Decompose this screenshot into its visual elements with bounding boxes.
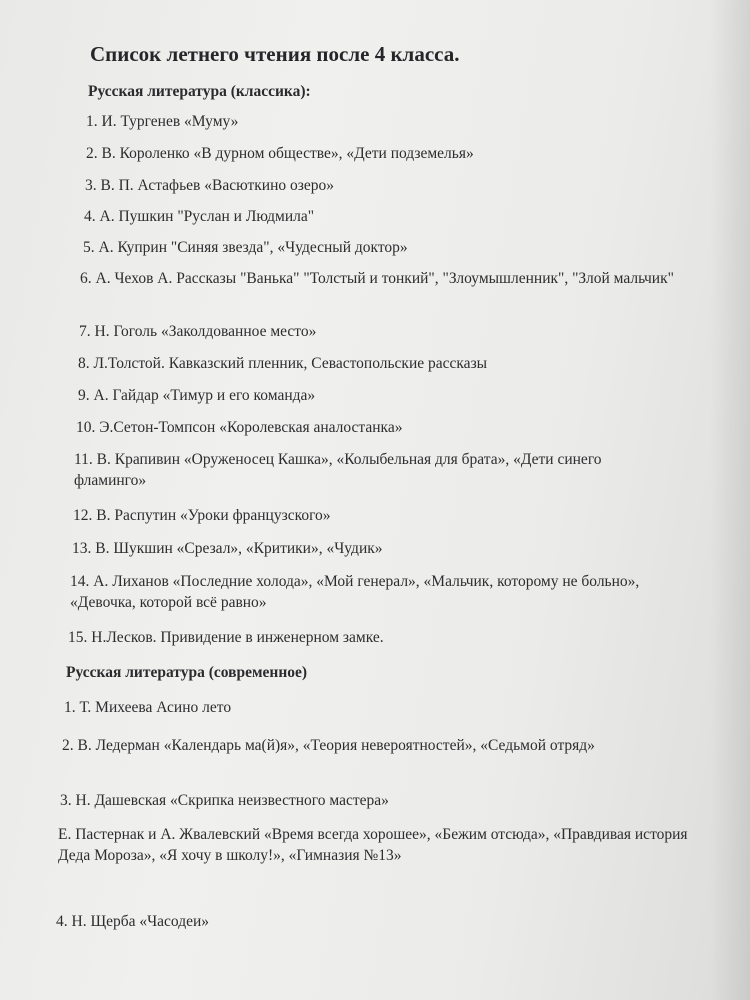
list-item: 4. Н. Щерба «Часодеи» xyxy=(56,913,210,930)
list-item: 3. Н. Дашевская «Скрипка неизвестного мастера» xyxy=(60,792,389,809)
list-item: 3. В. П. Астафьев «Васюткино озеро» xyxy=(85,177,334,194)
list-item: 1. И. Тургенев «Муму» xyxy=(86,113,239,130)
list-item: Е. Пастернак и А. Жвалевский «Время всегда хорошее», «Бежим отсюда», «Правдивая история Деда Мороза», «Я хочу в школу!», «Гимназия №13» xyxy=(58,826,688,864)
list-item: 11. В. Крапивин «Оруженосец Кашка», «Колыбельная для брата», «Дети синего фламинго» xyxy=(74,451,602,489)
list-item: 10. Э.Сетон-Томпсон «Королевская аналостанка» xyxy=(76,419,403,436)
list-item: 14. А. Лиханов «Последние холода», «Мой генерал», «Мальчик, которому не больно», «Девочка, которой всё равно» xyxy=(70,573,640,611)
list-item: 5. А. Куприн "Синяя звезда", «Чудесный доктор» xyxy=(83,239,408,256)
list-item: 7. Н. Гоголь «Заколдованное место» xyxy=(79,323,317,340)
page-title: Список летнего чтения после 4 класса. xyxy=(90,42,460,66)
list-item: 8. Л.Толстой. Кавказский пленник, Севастопольские рассказы xyxy=(78,355,488,372)
list-item: 2. В. Короленко «В дурном обществе», «Дети подземелья» xyxy=(86,145,474,162)
section-heading-modern: Русская литература (современное) xyxy=(66,664,308,681)
list-item: 1. Т. Михеева Асино лето xyxy=(64,699,232,716)
section-heading-classic: Русская литература (классика): xyxy=(88,83,311,100)
list-item: 15. Н.Лесков. Привидение в инженерном замке. xyxy=(68,629,384,646)
list-item: 6. А. Чехов А. Рассказы "Ванька" "Толстый и тонкий", "Злоумышленник", "Злой мальчик" xyxy=(80,270,674,287)
list-item: 13. В. Шукшин «Срезал», «Критики», «Чудик» xyxy=(72,540,383,557)
list-item: 12. В. Распутин «Уроки французского» xyxy=(73,507,331,524)
list-item: 4. А. Пушкин "Руслан и Людмила" xyxy=(84,208,315,225)
list-item: 2. В. Ледерман «Календарь ма(й)я», «Теория невероятностей», «Седьмой отряд» xyxy=(62,737,595,754)
list-item: 9. А. Гайдар «Тимур и его команда» xyxy=(78,387,316,404)
page-edge-shadow xyxy=(710,0,750,1000)
